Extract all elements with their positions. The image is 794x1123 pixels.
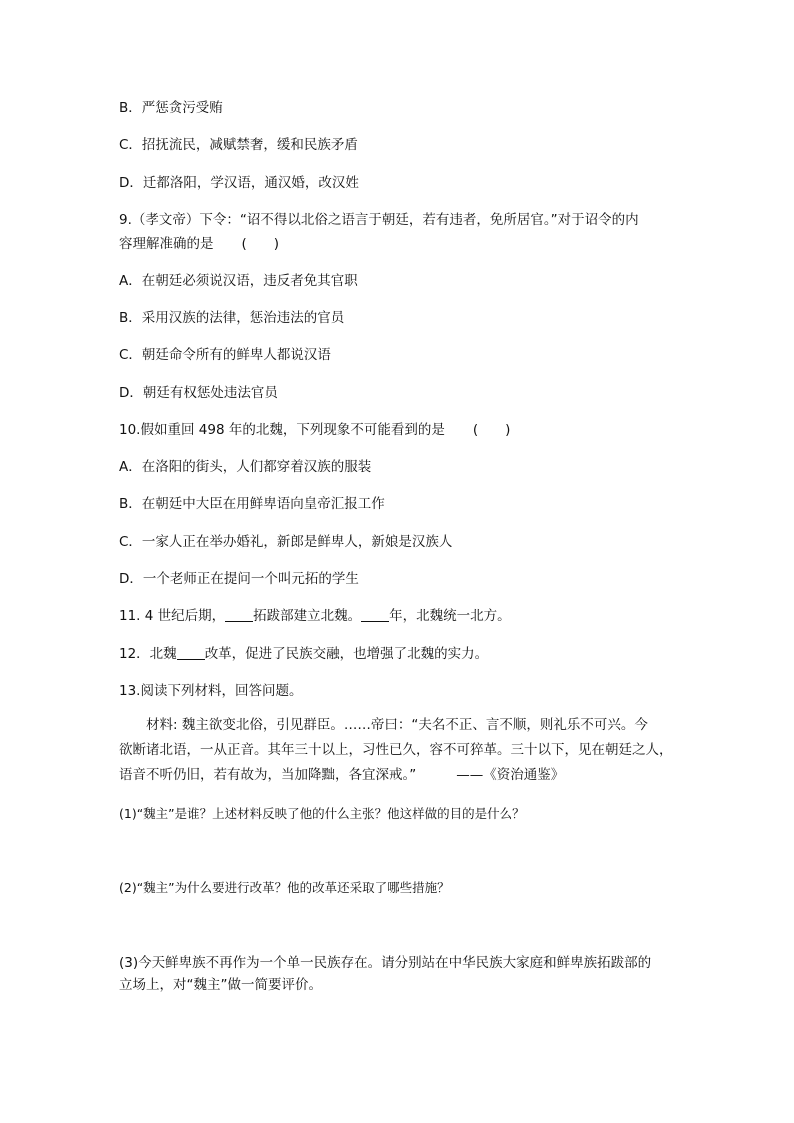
q10-stem-text: 10.假如重回 498 年的北魏，下列现象不可能看到的是 (119, 422, 445, 438)
q11 (119, 607, 511, 625)
q10-option-d: D．一个老师正在提问一个叫元拓的学生 (119, 571, 359, 587)
q13-sub-question-1: (1)“魏主”是谁？上述材料反映了他的什么主张？他这样做的目的是什么？ (119, 806, 525, 821)
q10-option-a: A．在洛阳的街头，人们都穿着汉族的服装 (119, 459, 372, 475)
q10-option-b: B．在朝廷中大臣在用鲜卑语向皇帝汇报工作 (119, 496, 385, 512)
q11-part1: 11. 4 世纪后期， (119, 608, 226, 624)
q12 (119, 645, 488, 663)
q8-option-b: B．严惩贪污受贿 (119, 100, 223, 116)
material-source: ——《资治通鉴》 (456, 767, 565, 783)
q9-option-b: B．采用汉族的法律，惩治违法的官员 (119, 310, 345, 326)
q11-part3: 年，北魏统一北方。 (389, 608, 511, 624)
q10-answer-paren: ( ) (472, 422, 511, 438)
q8-option-c: C．招抚流民，减赋禁奢，缓和民族矛盾 (119, 137, 358, 153)
q9-stem-line1: 9.（孝文帝）下令：“诏不得以北俗之语言于朝廷，若有违者，免所居官。”对于诏令的内 (119, 212, 639, 228)
q11-blank-2 (361, 607, 389, 622)
q8-option-d: D．迁都洛阳，学汉语，通汉婚，改汉姓 (119, 175, 359, 191)
q11-part2: 拓跋部建立北魏。 (253, 608, 362, 624)
q10-stem (119, 421, 510, 439)
q10-option-c: C．一家人正在举办婚礼，新郎是鲜卑人，新娘是汉族人 (119, 534, 453, 550)
material-line-1: 材料: 魏主欲变北俗，引见群臣。……帝曰：“夫名不正、言不顺，则礼乐不可兴。今 (146, 717, 648, 733)
q13-sub-question-2: (2)“魏主”为什么要进行改革？他的改革还采取了哪些措施？ (119, 880, 450, 895)
q9-option-a: A．在朝廷必须说汉语，违反者免其官职 (119, 273, 358, 289)
q13-sub-question-3-line1: (3)今天鲜卑族不再作为一个单一民族存在。请分别站在中华民族大家庭和鲜卑族拓跋部的 (119, 955, 652, 971)
q12-blank (177, 645, 205, 660)
q12-part1: 12．北魏 (119, 646, 177, 662)
q9-answer-paren: ( ) (241, 236, 280, 252)
q9-stem-text: 容理解准确的是 (119, 236, 214, 252)
q9-stem-line2 (119, 235, 279, 253)
q11-blank-1 (225, 607, 253, 622)
material-line-3 (119, 763, 679, 788)
q13-stem: 13.阅读下列材料，回答问题。 (119, 683, 303, 699)
q13-sub-question-3-line2: 立场上，对“魏主”做一简要评价。 (119, 977, 322, 993)
material-line-2: 欲断诸北语，一从正音。其年三十以上，习性已久，容不可猝革。三十以下，见在朝廷之人， (119, 742, 673, 758)
q9-option-c: C．朝廷命令所有的鲜卑人都说汉语 (119, 347, 331, 363)
q13-material (119, 713, 679, 788)
q9-option-d: D．朝廷有权惩处违法官员 (119, 385, 278, 401)
q12-part2: 改革，促进了民族交融，也增强了北魏的实力。 (204, 646, 489, 662)
material-line-3-text: 语音不听仍旧，若有故为，当加降黜，各宜深戒。” (119, 767, 417, 783)
